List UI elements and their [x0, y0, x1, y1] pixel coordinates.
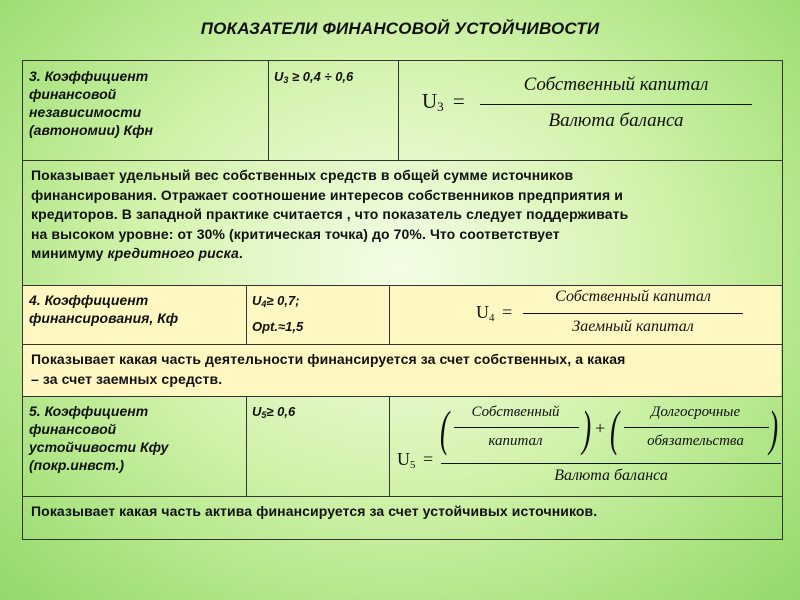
r3-name	[23, 61, 268, 160]
norm-value: ≥ 0,7;	[266, 293, 300, 308]
r4-description	[23, 344, 781, 396]
r5-name-line: финансовой	[29, 421, 117, 437]
r3-description	[23, 160, 781, 285]
r5-norm	[246, 396, 389, 496]
norm-sub: 5	[261, 410, 267, 420]
page-title: ПОКАЗАТЕЛИ ФИНАНСОВОЙ УСТОЙЧИВОСТИ	[200, 19, 600, 38]
frac1-bar	[454, 427, 579, 428]
lhs-sub: 3	[437, 99, 444, 114]
formula-lhs	[397, 449, 433, 471]
r4-formula	[389, 285, 781, 344]
r3-norm	[268, 61, 398, 160]
r3-name-line: финансовой	[29, 86, 117, 102]
lhs-letter: U	[476, 302, 489, 322]
denominator: Валюта баланса	[548, 110, 684, 131]
main-fraction-bar	[441, 463, 781, 464]
r5-name-line: 5. Коэффициент	[29, 403, 149, 419]
frac2-numerator: Долгосрочные	[650, 404, 741, 420]
r4-name	[23, 285, 246, 344]
norm-letter: U	[252, 404, 262, 419]
equals-sign: =	[502, 302, 513, 322]
frac2-denominator: обязательства	[647, 433, 744, 449]
desc-text: .	[238, 245, 243, 261]
lhs-letter: U	[397, 449, 410, 469]
r5-name-line: (покр.инвст.)	[29, 457, 125, 473]
left-paren: (	[440, 400, 450, 456]
r5-description	[23, 496, 781, 539]
frac1-numerator: Собственный	[471, 404, 560, 420]
right-paren: )	[582, 400, 592, 456]
numerator: Собственный капитал	[523, 74, 709, 95]
right-paren: )	[769, 400, 779, 456]
r5-name	[23, 396, 246, 496]
norm-value: ≥ 0,6	[266, 404, 296, 419]
fraction-bar	[523, 313, 743, 314]
denominator: Заемный капитал	[572, 318, 694, 335]
formula-lhs	[422, 89, 465, 115]
r5-formula	[389, 396, 781, 496]
desc-line: финансирования. Отражает соотношение интересов собственников предприятия и	[31, 186, 623, 203]
equals-sign: =	[423, 449, 434, 469]
main-denominator: Валюта баланса	[554, 467, 668, 484]
norm-sub: 3	[283, 75, 289, 85]
desc-line: кредиторов. В западной практике считается , что показатель следует поддерживать	[31, 206, 629, 222]
r4-name-line: финансирования, Кф	[29, 310, 179, 326]
norm-value: ≥ 0,4 ÷ 0,6	[288, 69, 354, 84]
r4-name-line: 4. Коэффициент	[29, 292, 149, 308]
r3-name-line: (автономии) Кфн	[29, 122, 154, 138]
desc-line: – за счет заемных средств.	[31, 370, 223, 387]
plus-sign: +	[595, 418, 606, 438]
desc-line: на высоком уровне: от 30% (критическая точка) до 70%. Что соответствует	[31, 225, 560, 242]
frac1-denominator: капитал	[488, 433, 543, 449]
formula-lhs	[476, 302, 512, 324]
lhs-sub: 4	[489, 312, 495, 324]
left-paren: (	[610, 400, 620, 456]
equals-sign: =	[452, 89, 465, 113]
frac2-bar	[624, 427, 769, 428]
desc-line	[31, 244, 773, 264]
desc-line: Показывает какая часть деятельности финансируется за счет собственных, а какая	[31, 351, 626, 367]
norm-line: Opt.≈1,5	[252, 319, 304, 334]
desc-text: минимуму	[31, 245, 108, 261]
r3-formula	[398, 61, 781, 160]
norm-letter: U	[252, 293, 262, 308]
numerator: Собственный капитал	[555, 288, 711, 305]
desc-line: Показывает какая часть актива финансируется за счет устойчивых источников.	[31, 503, 598, 519]
fraction-bar	[480, 104, 752, 105]
norm-line	[252, 291, 389, 314]
indicators-table	[22, 60, 783, 540]
desc-italic: кредитного риска	[107, 245, 239, 261]
r4-norm	[246, 285, 389, 344]
lhs-sub: 5	[410, 459, 416, 471]
norm-letter: U	[274, 69, 284, 84]
desc-line: Показывает удельный вес собственных средств в общей сумме источников	[31, 167, 574, 183]
lhs-letter: U	[422, 89, 438, 113]
r5-name-line: устойчивости Кфу	[29, 439, 169, 455]
r3-name-line: 3. Коэффициент	[29, 68, 149, 84]
norm-sub: 4	[261, 299, 267, 309]
r3-name-line: независимости	[29, 104, 142, 120]
